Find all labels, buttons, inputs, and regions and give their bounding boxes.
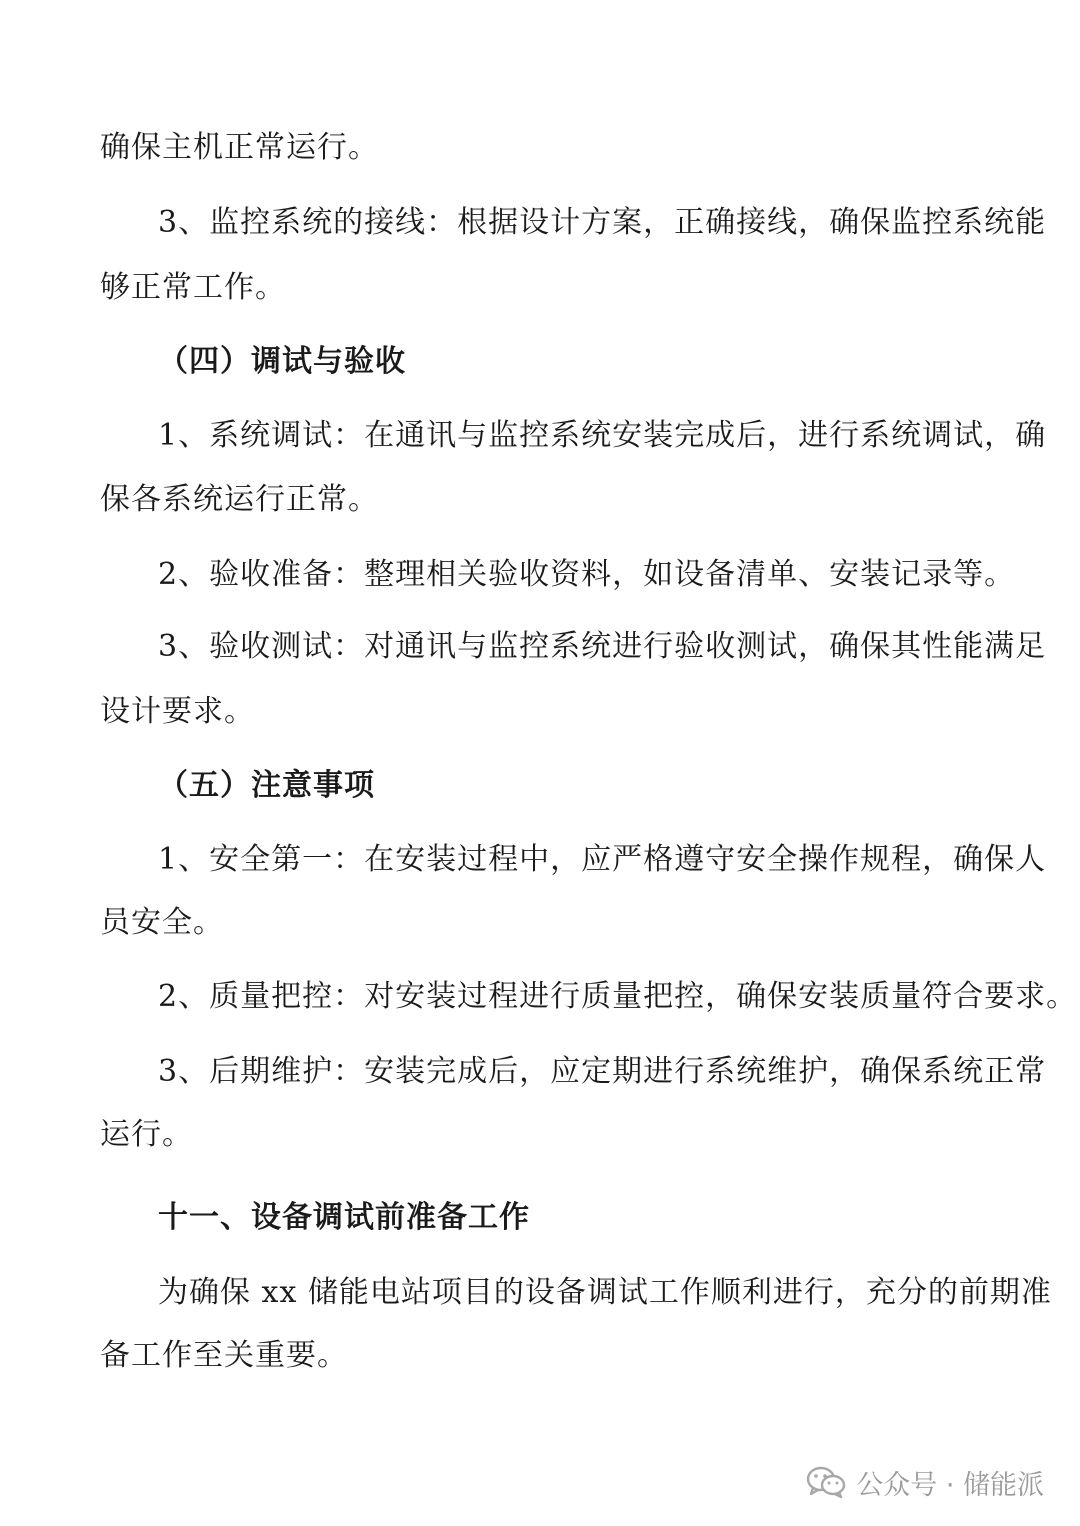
watermark-text: 公众号 · 储能派 bbox=[856, 1469, 1044, 1501]
paragraph-line: 运行。 bbox=[100, 1117, 193, 1152]
paragraph-line: 1、系统调试：在通讯与监控系统安装完成后，进行系统调试，确 bbox=[158, 418, 1047, 453]
paragraph-line: 为确保 xx 储能电站项目的设备调试工作顺利进行，充分的前期准 bbox=[158, 1275, 1052, 1310]
section-heading: （五）注意事项 bbox=[158, 768, 375, 803]
wechat-icon bbox=[806, 1465, 846, 1499]
paragraph-line: 3、后期维护：安装完成后，应定期进行系统维护，确保系统正常 bbox=[158, 1054, 1047, 1089]
paragraph-line: 够正常工作。 bbox=[100, 270, 286, 305]
watermark bbox=[806, 1460, 1044, 1504]
paragraph-line: 员安全。 bbox=[100, 905, 224, 940]
paragraph-line: 确保主机正常运行。 bbox=[100, 130, 379, 165]
paragraph-line: 2、质量把控：对安装过程进行质量把控，确保安装质量符合要求。 bbox=[158, 979, 1078, 1014]
paragraph-line: 1、安全第一：在安装过程中，应严格遵守安全操作规程，确保人 bbox=[158, 842, 1047, 877]
paragraph-line: 3、验收测试：对通讯与监控系统进行验收测试，确保其性能满足 bbox=[158, 629, 1047, 664]
section-heading: （四）调试与验收 bbox=[158, 344, 406, 379]
paragraph-line: 保各系统运行正常。 bbox=[100, 482, 379, 517]
paragraph-line: 3、监控系统的接线：根据设计方案，正确接线，确保监控系统能 bbox=[158, 205, 1047, 240]
paragraph-line: 备工作至关重要。 bbox=[100, 1338, 348, 1373]
chapter-heading: 十一、设备调试前准备工作 bbox=[158, 1200, 530, 1235]
paragraph-line: 2、验收准备：整理相关验收资料，如设备清单、安装记录等。 bbox=[158, 557, 1016, 592]
paragraph-line: 设计要求。 bbox=[100, 694, 255, 729]
